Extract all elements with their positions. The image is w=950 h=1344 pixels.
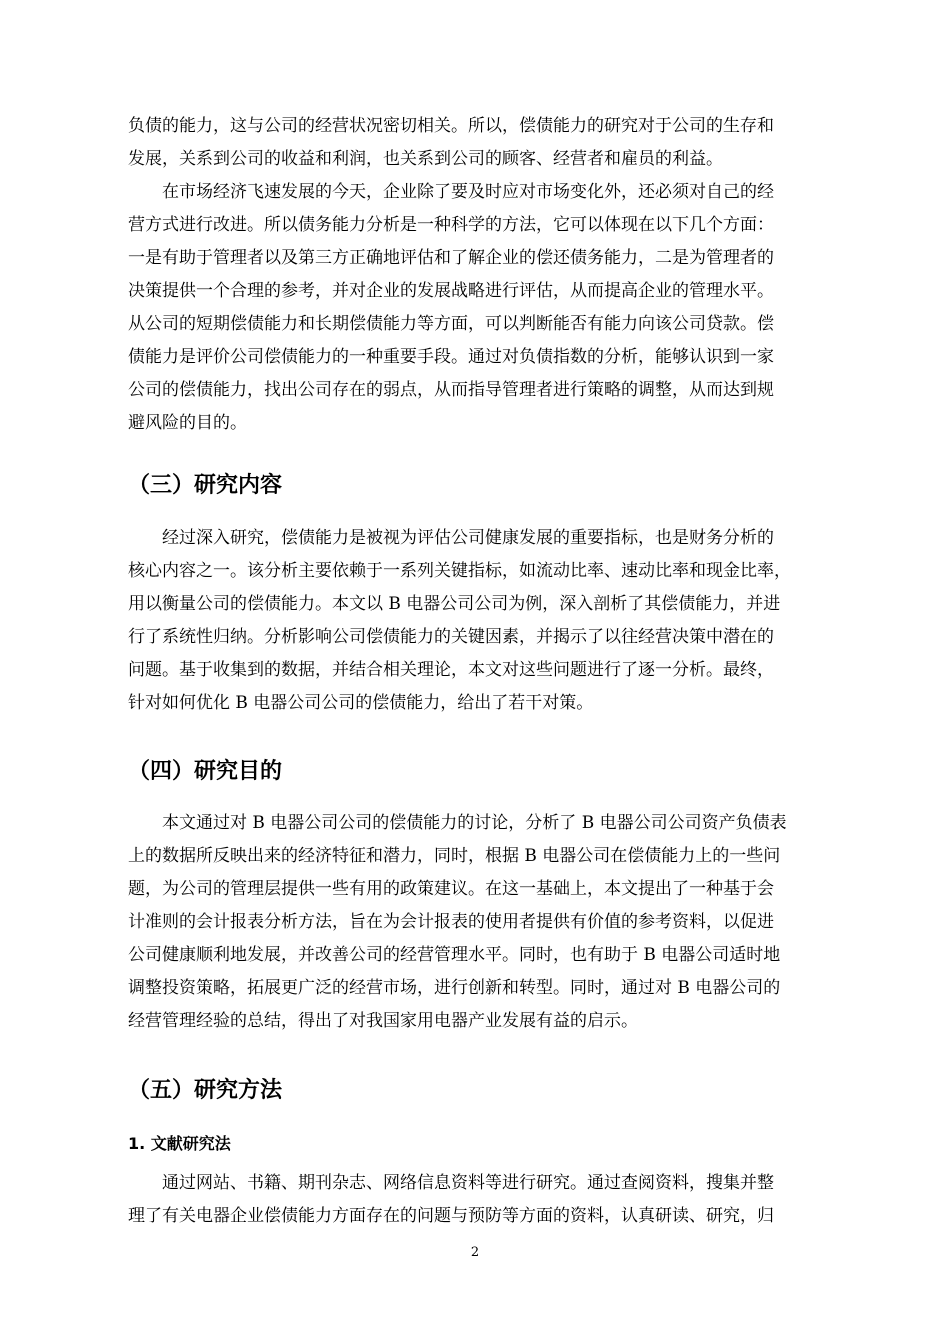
text-line: 题，为公司的管理层提供一些有用的政策建议。在这一基础上，本文提出了一种基于会 <box>128 879 774 899</box>
text-line: 问题。基于收集到的数据，并结合相关理论，本文对这些问题进行了逐一分析。最终， <box>128 660 774 680</box>
text-line: 在市场经济飞速发展的今天，企业除了要及时应对市场变化外，还必须对自己的经 <box>128 182 774 202</box>
text-line: 经过深入研究，偿债能力是被视为评估公司健康发展的重要指标，也是财务分析的 <box>128 528 774 548</box>
text-line: 公司健康顺利地发展，并改善公司的经营管理水平。同时，也有助于 B 电器公司适时地 <box>128 945 781 965</box>
text-line: 从公司的短期偿债能力和长期偿债能力等方面，可以判断能否有能力向该公司贷款。偿 <box>128 314 774 334</box>
text-line: 避风险的目的。 <box>128 413 247 433</box>
text-line: 本文通过对 B 电器公司公司的偿债能力的讨论，分析了 B 电器公司公司资产负债表 <box>128 813 787 833</box>
text-line: 核心内容之一。该分析主要依赖于一系列关键指标，如流动比率、速动比率和现金比率， <box>128 561 791 581</box>
text-line: 营方式进行改进。所以债务能力分析是一种科学的方法，它可以体现在以下几个方面： <box>128 215 774 235</box>
page-number: 2 <box>470 1245 480 1260</box>
text-line: 调整投资策略，拓展更广泛的经营市场，进行创新和转型。同时，通过对 B 电器公司的 <box>128 978 781 998</box>
paragraph-research-content <box>128 522 858 720</box>
section-heading-research-purpose: （四）研究目的 <box>128 759 283 784</box>
text-line: 通过网站、书籍、期刊杂志、网络信息资料等进行研究。通过查阅资料，搜集并整 <box>128 1173 774 1193</box>
text-line: 决策提供一个合理的参考，并对企业的发展战略进行评估，从而提高企业的管理水平。 <box>128 281 774 301</box>
text-line: 公司的偿债能力，找出公司存在的弱点，从而指导管理者进行策略的调整，从而达到规 <box>128 380 774 400</box>
paragraph-literature-research <box>128 1167 858 1233</box>
section-heading-research-content: （三）研究内容 <box>128 473 283 498</box>
text-line: 用以衡量公司的偿债能力。本文以 B 电器公司公司为例，深入剖析了其偿债能力，并进 <box>128 594 781 614</box>
paragraph-research-purpose <box>128 807 858 1038</box>
text-line: 计准则的会计报表分析方法，旨在为会计报表的使用者提供有价值的参考资料，以促进 <box>128 912 774 932</box>
text-line: 负债的能力，这与公司的经营状况密切相关。所以，偿债能力的研究对于公司的生存和 <box>128 116 774 136</box>
paragraph-market-economy <box>128 176 858 440</box>
text-line: 发展，关系到公司的收益和利润，也关系到公司的顾客、经营者和雇员的利益。 <box>128 149 723 169</box>
subheading-literature-research: 1. 文献研究法 <box>128 1134 231 1153</box>
text-line: 针对如何优化 B 电器公司公司的偿债能力，给出了若干对策。 <box>128 693 594 713</box>
text-line: 债能力是评价公司偿债能力的一种重要手段。通过对负债指数的分析，能够认识到一家 <box>128 347 774 367</box>
text-line: 经营管理经验的总结，得出了对我国家用电器产业发展有益的启示。 <box>128 1011 638 1031</box>
text-line: 行了系统性归纳。分析影响公司偿债能力的关键因素，并揭示了以往经营决策中潜在的 <box>128 627 774 647</box>
section-heading-research-method: （五）研究方法 <box>128 1078 283 1103</box>
paragraph-intro-continued <box>128 110 858 176</box>
text-line: 上的数据所反映出来的经济特征和潜力，同时，根据 B 电器公司在偿债能力上的一些问 <box>128 846 781 866</box>
text-line: 一是有助于管理者以及第三方正确地评估和了解企业的偿还债务能力，二是为管理者的 <box>128 248 774 268</box>
text-line: 理了有关电器企业偿债能力方面存在的问题与预防等方面的资料，认真研读、研究，归 <box>128 1206 774 1226</box>
